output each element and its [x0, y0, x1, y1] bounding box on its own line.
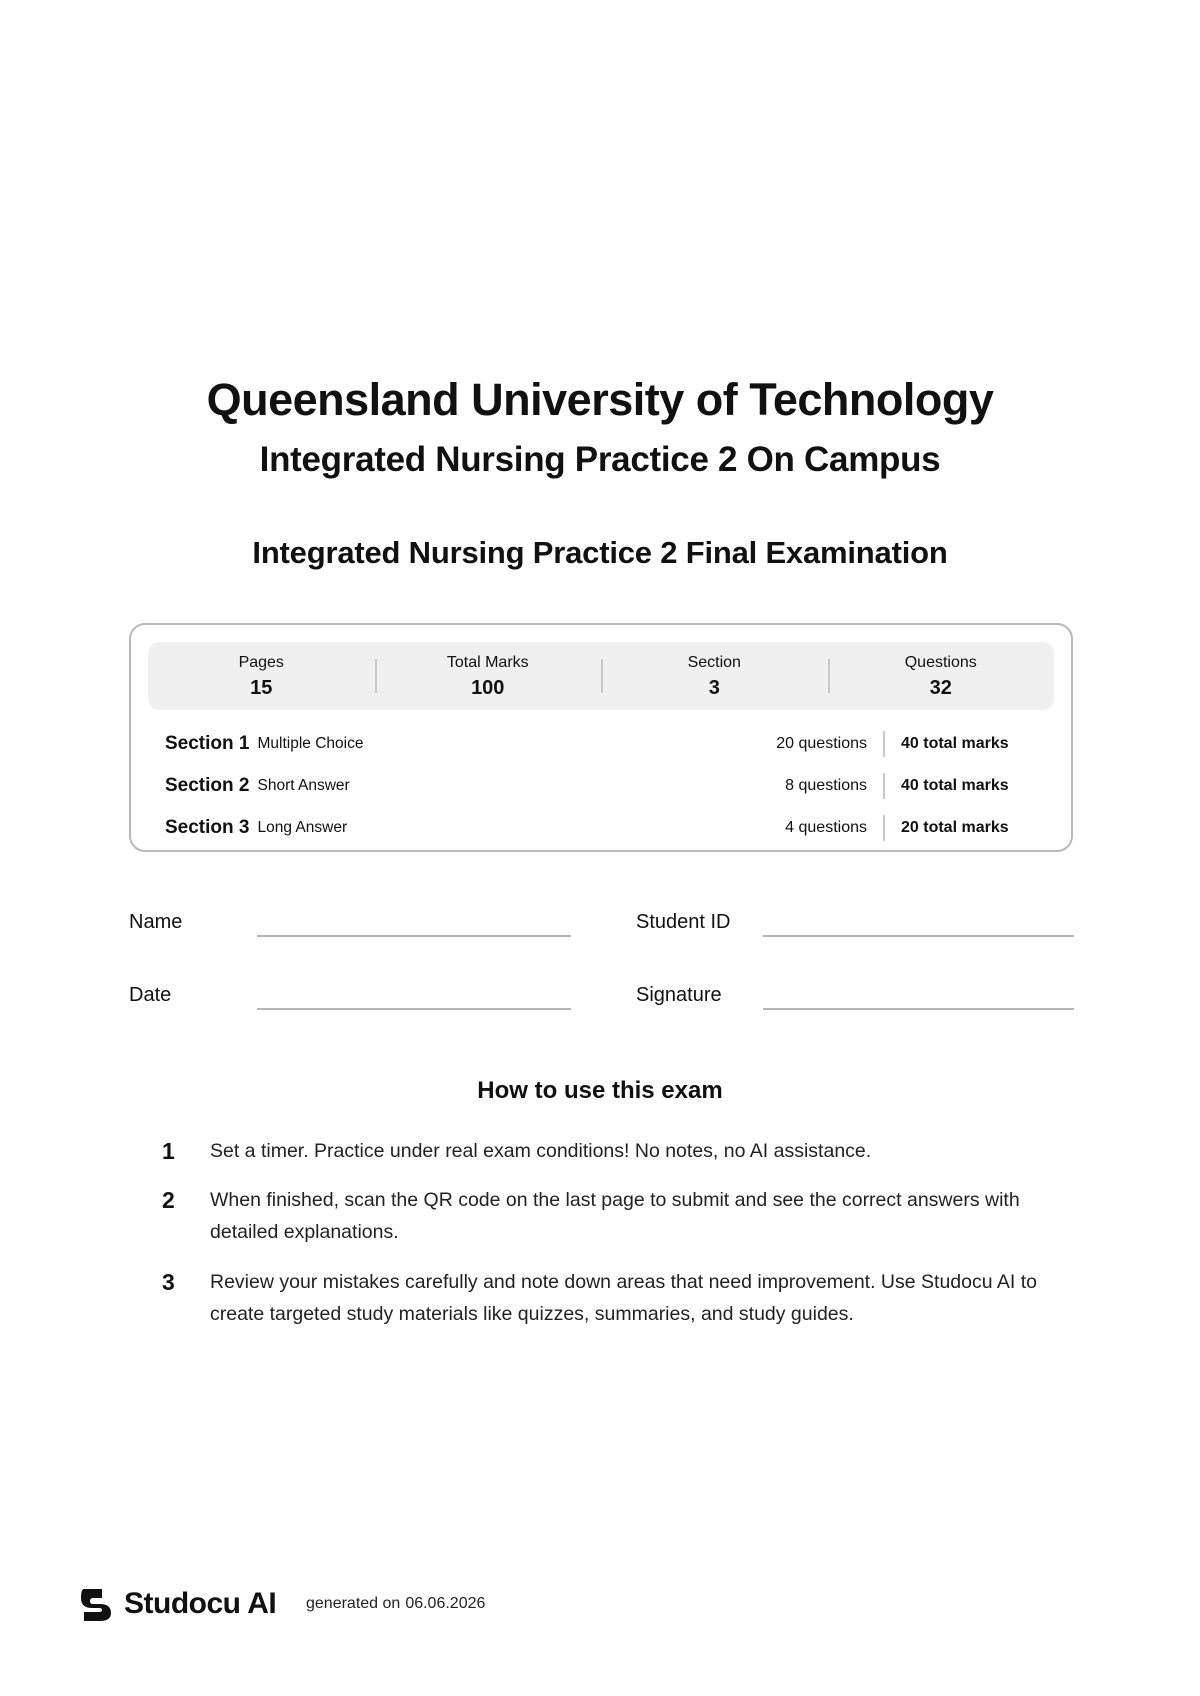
section-type: Short Answer	[257, 777, 350, 794]
stat-label: Questions	[904, 654, 977, 671]
date-label: Date	[129, 984, 172, 1006]
stat-section	[601, 642, 828, 710]
course-title: Integrated Nursing Practice 2 On Campus	[259, 440, 941, 479]
date-field[interactable]	[257, 1008, 571, 1010]
section-type: Multiple Choice	[257, 735, 364, 752]
section-marks: 40 total marks	[901, 735, 1009, 752]
section-name: Section 3	[165, 817, 250, 838]
howto-title: How to use this exam	[477, 1077, 723, 1104]
student-id-field[interactable]	[763, 935, 1074, 937]
stat-value: 100	[471, 677, 505, 699]
signature-field[interactable]	[763, 1008, 1074, 1010]
stat-label: Section	[687, 654, 741, 671]
brand-name: Studocu AI	[124, 1587, 277, 1620]
section-marks: 40 total marks	[901, 777, 1009, 794]
signature-label: Signature	[636, 984, 722, 1006]
section-name: Section 1	[165, 733, 250, 754]
section-row-1	[165, 729, 1041, 759]
step-text: When finished, scan the QR code on the last page to submit and see the correct answers with detailed explanations.	[210, 1189, 1020, 1243]
student-id-label: Student ID	[636, 911, 731, 933]
section-row-3	[165, 813, 1041, 843]
stat-label: Total Marks	[446, 654, 529, 671]
exam-summary-card	[129, 623, 1073, 852]
section-question-count: 20 questions	[776, 735, 867, 752]
section-row-2	[165, 771, 1041, 801]
step-number: 2	[162, 1187, 175, 1213]
generated-on	[306, 1594, 485, 1614]
generated-date: 06.06.2026	[405, 1595, 486, 1612]
exam-title: Integrated Nursing Practice 2 Final Examination	[252, 535, 948, 570]
section-type: Long Answer	[257, 819, 348, 836]
section-question-count: 8 questions	[785, 777, 867, 794]
stat-value: 15	[250, 677, 273, 699]
section-marks: 20 total marks	[901, 819, 1009, 836]
studocu-logo-icon	[78, 1586, 114, 1622]
stat-total-marks	[375, 642, 602, 710]
step-number: 3	[162, 1269, 175, 1295]
stat-value: 3	[708, 677, 720, 699]
step-number: 1	[162, 1138, 175, 1164]
section-question-count: 4 questions	[785, 819, 867, 836]
stat-label: Pages	[238, 654, 284, 671]
name-label: Name	[129, 911, 183, 933]
stat-value: 32	[929, 677, 952, 699]
section-name: Section 2	[165, 775, 250, 796]
step-text: Review your mistakes carefully and note down areas that need improvement. Use Studocu AI to create targeted study materials like quizzes, summaries, and study guides.	[210, 1271, 1038, 1325]
step-text: Set a timer. Practice under real exam conditions! No notes, no AI assistance.	[210, 1140, 872, 1162]
generated-label: generated on	[306, 1595, 401, 1612]
stat-questions	[828, 642, 1055, 710]
university-title: Queensland University of Technology	[206, 374, 994, 425]
name-field[interactable]	[257, 935, 571, 937]
studocu-logo	[78, 1586, 276, 1622]
exam-stats-bar	[148, 642, 1054, 710]
stat-pages	[148, 642, 375, 710]
